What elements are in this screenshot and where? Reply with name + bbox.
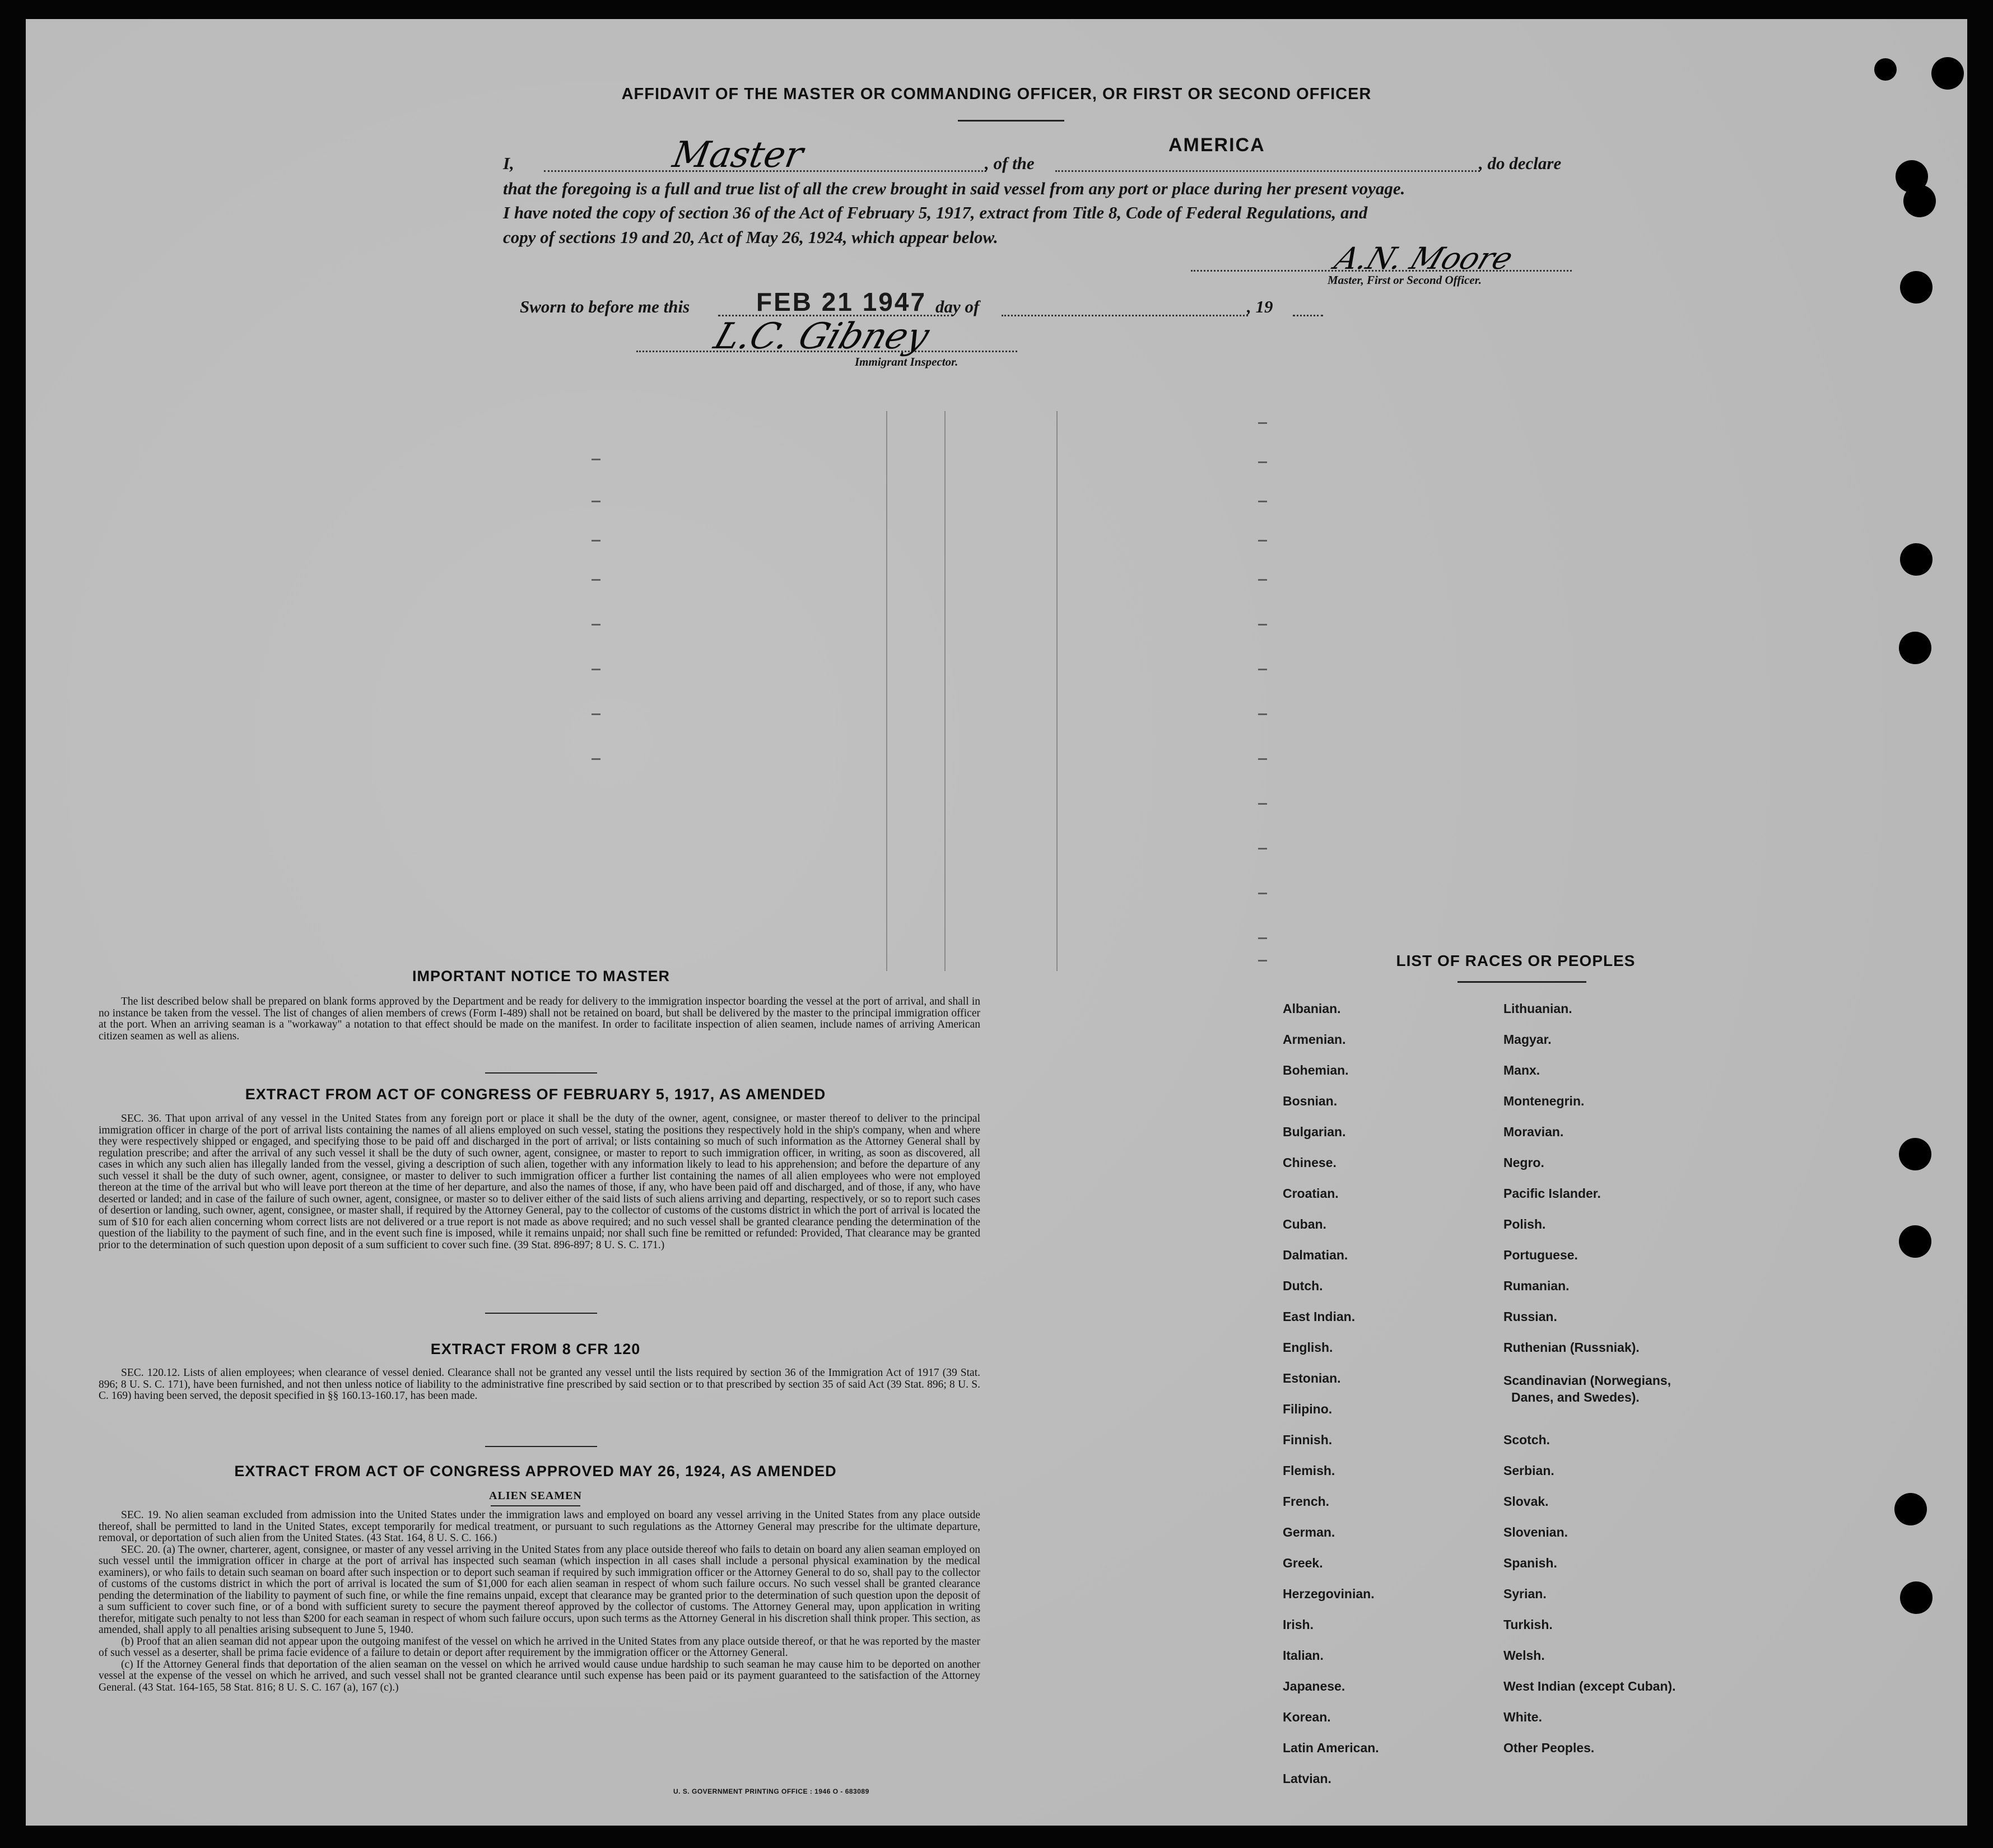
alien-seamen-subtitle: ALIEN SEAMEN [489,1490,582,1502]
bleed-through-dash [1258,848,1267,850]
affidavit-i-text: I, [503,153,514,173]
bleed-through-dash [1258,461,1267,463]
bleed-through-dash [1258,669,1267,670]
extract-cfr-title: EXTRACT FROM 8 CFR 120 [430,1341,641,1357]
race-item: Negro. [1503,1155,1544,1170]
section-20c-paragraph: (c) If the Attorney General finds that deportation of the alien seaman on the vessel on which he arrived would cause undue hardship to such seaman he may cause him to be deported on another vessel at the expense of the vessel on which he arrived, and such vessel shall not be granted clearance until such expense has been paid or its payment guaranteed to the satisfaction of the Attorney General. (43 Stat. 164-165, 58 Stat. 816; 8 U. S. C. 167 (a), 167 (c).) [99,1658,980,1693]
race-item: Portuguese. [1503,1248,1578,1262]
race-item: Scotch. [1503,1432,1550,1447]
bleed-through-dash [1258,893,1267,894]
bleed-through-dash [592,501,600,502]
subtitle-rule [491,1505,580,1506]
notice-title: IMPORTANT NOTICE TO MASTER [412,968,670,984]
affidavit-line-4: copy of sections 19 and 20, Act of May 26, 1924, which appear below. [503,227,998,247]
bleed-through-dash [592,713,600,715]
notice-paragraph: The list described below shall be prepared on blank forms approved by the Department and be ready for delivery to the immigration inspector boarding the vessel at the port of arrival, and shall in no instance be taken from the vessel. The list of changes of alien members of crews (Form I-489) shall not be retained on board, but shall be delivered by the master to the principal immigration officer at the port. When an arriving seaman is a "workaway" a notation to that effect should be made on the manifest. In order to facilitate inspection of alien seamen, include names of arriving American citizen seamen as well as aliens. [99,996,980,1042]
bleed-through-dash [592,540,600,542]
race-item: Serbian. [1503,1463,1554,1478]
section-rule [485,1313,597,1314]
extract-1924-body [99,1510,980,1693]
race-item: Greek. [1283,1556,1323,1570]
binder-hole [1899,632,1931,664]
year-prefix: , 19 [1247,297,1273,316]
race-item: Korean. [1283,1710,1331,1724]
do-declare-text: , do declare [1479,153,1562,173]
binder-hole [1899,1138,1931,1170]
race-item: Latvian. [1283,1771,1331,1786]
bleed-through-dash [1258,803,1267,805]
race-item: Herzegovinian. [1283,1586,1375,1601]
section-19-paragraph: SEC. 19. No alien seaman excluded from admission into the United States under the immigration laws and employed on board any vessel arriving in the United States from any place outside thereof, shall be permitted to land in the United States, except temporarily for medical treatment, or pursuant to such regulations as the Attorney General may prescribe for the ultimate departure, removal, or deportation of such alien from the United States. (43 Stat. 164, 8 U. S. C. 166.) [99,1509,980,1544]
race-item: Bohemian. [1283,1063,1349,1077]
sworn-prefix: Sworn to before me this [520,297,690,316]
race-item: Dalmatian. [1283,1248,1348,1262]
affidavit-title: AFFIDAVIT OF THE MASTER OR COMMANDING OFFICER, OR FIRST OR SECOND OFFICER [621,85,1372,103]
race-item: Danes, and Swedes). [1511,1390,1640,1404]
master-caption: Master, First or Second Officer. [1328,273,1482,287]
vessel-fill-line [1055,170,1480,172]
day-of-text: day of [935,297,980,316]
race-item: Irish. [1283,1617,1314,1632]
bleed-through-dash [1258,624,1267,626]
bleed-through-dash [592,758,600,760]
race-item: Other Peoples. [1503,1740,1595,1755]
race-item: Welsh. [1503,1648,1545,1663]
race-item: Chinese. [1283,1155,1337,1170]
extract-1917-body [99,1113,980,1251]
month-line [1002,315,1248,316]
race-item: German. [1283,1525,1335,1539]
race-item: Scandinavian (Norwegians, [1503,1373,1671,1388]
bleed-through-dash [592,624,600,626]
section-36-paragraph: SEC. 36. That upon arrival of any vessel in the United States from any foreign port or place it shall be the duty of the owner, agent, consignee, or master thereof to deliver to the principal immigration officer in charge of the port of arrival lists containing the names of all aliens employed on such vessel, stating the positions they respectively hold in the ship's company, when and where they were respectively shipped or engaged, and specifying those to be paid off and discharged in the port of arrival; or lists containing so much of such information as the Attorney General shall by regulation prescribe; and after the arrival of any such vessel it shall be the duty of such owner, agent, consignee, or master to report to such immigration officer, in writing, as soon as discovered, all cases in which any such alien has illegally landed from the vessel, giving a description of such alien, together with any information likely to lead to his apprehension; and before the departure of any such vessel it shall be the duty of such owner, agent, consignee, or master to deliver to such immigration officer a further list containing the names of all alien employees who were not employed thereon at the time of the arrival but who will leave port thereon at the time of her departure, and also the names of those, if any, who have been paid off and discharged, and of those, if any, who have deserted or landed; and in case of the failure of such owner, agent, consignee, or master so to deliver either of the said lists of such aliens arriving and departing, respectively, or so to report such cases of desertion or landing, such owner, agent, consignee, or master shall, if required by the Attorney General, pay to the collector of customs of the customs district in which the port of arrival is located the sum of $10 for each alien concerning whom correct lists are not delivered or a true report is not made as above required; and no such vessel shall be granted clearance pending the determination of the question of the liability to the payment of such fine, and in the event such fine is imposed, while it remains unpaid; nor shall such fine be remitted or refunded: Provided, That clearance may be granted prior to the determination of such question upon deposit of a sum sufficient to cover such fine. (39 Stat. 896-897; 8 U. S. C. 171.) [99,1113,980,1251]
section-120-paragraph: SEC. 120.12. Lists of alien employees; when clearance of vessel denied. Clearance shall not be granted any vessel until the lists required by section 36 of the Immigration Act of 1917 (39 Stat. 896; 8 U. S. C. 171), have been furnished, and not then unless notice of liability to the administrative fine prescribed by said section or to that prescribed by section 35 of said Act (39 Stat. 896; 8 U. S. C. 169) having been served, the deposit specified in §§ 160.13-160.17, has been made. [99,1367,980,1402]
title-rule [958,120,1064,122]
date-stamp: FEB 21 1947 [756,287,927,316]
handwritten-rank: Master [669,134,807,176]
race-item: Russian. [1503,1309,1557,1324]
bleed-through-dash [1258,579,1267,581]
form-page [26,19,1967,1826]
race-item: Magyar. [1503,1032,1552,1047]
race-item: White. [1503,1710,1542,1724]
inspector-signature: L.C. Gibney [709,316,935,357]
bleed-through-dash [592,459,600,460]
affidavit-line-3: I have noted the copy of section 36 of the Act of February 5, 1917, extract from Title 8, Code of Federal Regulations, and [503,203,1368,222]
race-item: Finnish. [1283,1432,1333,1447]
race-item: Latin American. [1283,1740,1379,1755]
printer-imprint: U. S. GOVERNMENT PRINTING OFFICE : 1946 O - 683089 [673,1788,869,1795]
bleed-through-line [944,411,946,971]
section-rule [485,1446,597,1447]
race-item: Dutch. [1283,1278,1323,1293]
race-item: Flemish. [1283,1463,1335,1478]
section-rule [485,1072,597,1074]
race-item: Turkish. [1503,1617,1553,1632]
race-item: Moravian. [1503,1124,1564,1139]
bleed-through-line [886,411,887,971]
race-item: Bulgarian. [1283,1124,1346,1139]
race-item: Estonian. [1283,1371,1341,1385]
bleed-through-dash [592,579,600,581]
races-title-rule [1458,981,1586,983]
extract-1924-title: EXTRACT FROM ACT OF CONGRESS APPROVED MAY 26, 1924, AS AMENDED [234,1463,837,1480]
extract-cfr-body [99,1368,980,1402]
race-item: Rumanian. [1503,1278,1570,1293]
binder-hole [1903,185,1936,217]
race-item: Slovak. [1503,1494,1549,1509]
race-item: Slovenian. [1503,1525,1568,1539]
binder-hole [1899,1225,1931,1258]
section-20a-paragraph: SEC. 20. (a) The owner, charterer, agent, consignee, or master of any vessel arriving in the United States from any place outside thereof who fails to detain on board any alien seaman employed on such vessel until the immigration officer in charge at the port of arrival has inspected such seaman (which inspection in all cases shall include a personal physical examination by the medical examiners), or who fails to detain such seaman on board after such inspection or to deport such seaman if required by such immigration officer or the Attorney General to do so, shall pay to the collector of customs of the customs district in which the port of arrival is located the sum of $1,000 for each alien seaman in respect of whom such failure occurs. No such vessel shall be granted clearance pending the determination of the liability to payment of such fine, or while the fine remains unpaid, except that clearance may be granted prior to the determination of such question upon the deposit of a sum sufficient to cover such fine, or of a bond with sufficient surety to secure the payment thereof approved by the collector of customs. The Attorney General may, upon application in writing therefor, mitigate such penalty to not less than $200 for each seaman in respect of whom such failure occurs, upon such terms as the Attorney General in his discretion shall think proper. This section, as amended, shall apply to all penalties arising subsequent to June 5, 1940. [99,1543,980,1636]
bleed-through-dash [1258,501,1267,502]
section-20b-paragraph: (b) Proof that an alien seaman did not appear upon the outgoing manifest of the vessel on which he arrived in the United States from any place outside thereof, or that he was reported by the master of such vessel as a deserter, shall be prima facie evidence of a failure to detain or deport after requirement by the immigration officer or the Attorney General. [99,1635,980,1659]
notice-body [99,996,980,1042]
binder-hole [1894,1493,1927,1525]
year-line [1293,315,1323,316]
race-item: Cuban. [1283,1217,1326,1231]
bleed-through-dash [1258,937,1267,939]
race-item: Ruthenian (Russniak). [1503,1340,1640,1355]
master-signature: A.N. Moore [1330,241,1518,276]
race-item: Spanish. [1503,1556,1557,1570]
race-item: Croatian. [1283,1186,1339,1201]
binder-hole [1900,1581,1933,1614]
bleed-through-dash [592,669,600,670]
vessel-name-stamp: AMERICA [1168,134,1265,156]
bleed-through-dash [1258,713,1267,715]
race-item: West Indian (except Cuban). [1503,1679,1676,1693]
races-title: LIST OF RACES OR PEOPLES [1396,952,1636,969]
race-item: Polish. [1503,1217,1546,1231]
binder-hole [1900,271,1933,304]
race-item: Montenegrin. [1503,1094,1585,1108]
race-item: East Indian. [1283,1309,1356,1324]
race-item: Bosnian. [1283,1094,1338,1108]
race-item: Albanian. [1283,1001,1341,1016]
race-item: Lithuanian. [1503,1001,1572,1016]
of-the-text: , of the [985,153,1035,173]
race-item: English. [1283,1340,1333,1355]
bleed-through-dash [1258,540,1267,542]
race-item: Pacific Islander. [1503,1186,1601,1201]
race-item: Japanese. [1283,1679,1345,1693]
race-item: Filipino. [1283,1402,1333,1416]
affidavit-line-1 [503,153,514,174]
bleed-through-dash [1258,422,1267,424]
bleed-through-dash [1258,758,1267,760]
bleed-through-line [1056,411,1058,971]
race-item: Syrian. [1503,1586,1547,1601]
inspector-caption: Immigrant Inspector. [855,355,958,368]
extract-1917-title: EXTRACT FROM ACT OF CONGRESS OF FEBRUARY 5, 1917, AS AMENDED [245,1086,826,1103]
binder-hole [1874,58,1897,81]
race-item: Italian. [1283,1648,1324,1663]
binder-hole [1900,543,1933,576]
race-item: Manx. [1503,1063,1540,1077]
race-item: Armenian. [1283,1032,1346,1047]
race-item: French. [1283,1494,1330,1509]
affidavit-line-2: that the foregoing is a full and true list of all the crew brought in said vessel from any port or place during her present voyage. [503,179,1405,198]
